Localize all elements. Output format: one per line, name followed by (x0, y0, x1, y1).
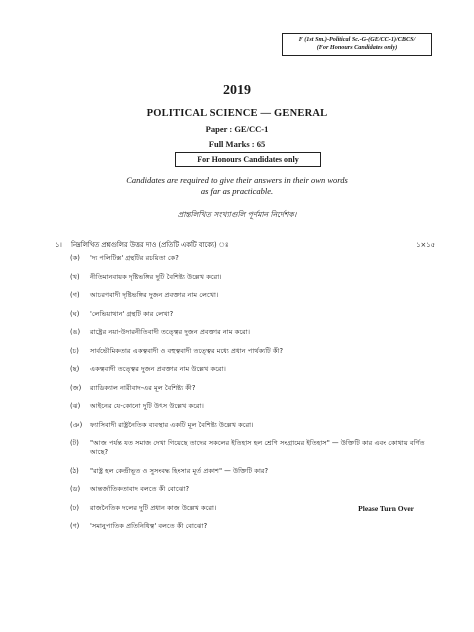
item-label: (ঢ) (70, 503, 80, 512)
course-code: F (1st Sm.)-Political Sc.-G-(GE/CC-1)/CBCS/ (298, 36, 416, 43)
question-item (70, 421, 430, 430)
question-item (70, 365, 430, 374)
item-label: (ঙ) (70, 328, 81, 336)
question-text: নিম্নলিখিত প্রশ্নগুলির উত্তর দাও (প্রতিটি একটি বাক্যে) ঃ (71, 241, 229, 249)
paper-code: Paper : GE/CC-1 (205, 124, 269, 134)
instruction-line-2: as far as practicable. (200, 186, 274, 197)
question-item (70, 328, 430, 337)
exam-year: 2019 (223, 83, 251, 98)
item-text: রাষ্ট্রের নয়া-উদারনীতিবাদী তত্ত্বের দুজন প্রবক্তার নাম করো। (90, 328, 251, 336)
question-item (70, 522, 430, 531)
question-item (70, 310, 430, 319)
course-code-box (282, 33, 432, 56)
question-item (70, 485, 430, 494)
instructions-en (0, 175, 474, 197)
item-text: নীতিমানবায়ক দৃষ্টিভঙ্গির দুটি বৈশিষ্ট্য উল্লেখ করো। (90, 272, 222, 281)
item-label: (ঝ) (70, 402, 81, 410)
question-number: ১। (55, 241, 62, 249)
item-label: (গ) (70, 291, 80, 299)
item-label: (ক) (70, 254, 80, 262)
full-marks: Full Marks : 65 (208, 139, 266, 149)
item-label: (ছ) (70, 365, 80, 373)
item-text: 'দ্য পলিটিক্স' গ্রন্থটির রচয়িতা কে? (90, 254, 179, 262)
question-item (70, 467, 430, 476)
item-label: (ণ) (70, 522, 80, 530)
item-text: 'সমানুপাতিক প্রতিনিধিত্ব' বলতে কী বোঝো? (90, 522, 208, 530)
item-label: (ট) (70, 439, 79, 447)
item-text: র‍্যাডিক্যাল নারীবাদ-এর মূল বৈশিষ্ট্য কী? (90, 383, 196, 392)
item-label: (ঠ) (70, 466, 79, 475)
item-text: আচরণবাদী দৃষ্টিভঙ্গির দুজন প্রবক্তার নাম লেখো। (90, 291, 219, 299)
item-label: (ড) (70, 485, 81, 493)
honours-only-box: For Honours Candidates only (175, 152, 321, 167)
question-item (70, 384, 430, 393)
question-item (70, 254, 430, 263)
item-label: (চ) (70, 346, 79, 355)
item-label: (জ) (70, 383, 82, 392)
question-item (70, 347, 430, 356)
instruction-bn: প্রান্তলিখিত সংখ্যাগুলি পূর্ণমান নির্দেশক। (177, 210, 297, 219)
please-turn-over: Please Turn Over (358, 504, 414, 513)
question-item (70, 291, 430, 300)
item-text: রাজনৈতিক দলের দুটি প্রধান কাজ উল্লেখ করো। (90, 503, 217, 512)
item-text: সার্বভৌমিকতার একত্ববাদী ও বহুত্ববাদী তত্ত্বের মধ্যে প্রধান পার্থক্যটি কী? (90, 346, 284, 355)
item-text: "আজ পর্যন্ত যত সমাজ দেখা গিয়েছে তাদের সকলের ইতিহাস হল শ্রেণি সংগ্রামের ইতিহাস" — উক্তিটি কার এবং কোথায় বর্ণিত আছে? (90, 439, 425, 456)
question-list (70, 254, 430, 541)
item-text: একত্ববাদী তত্ত্বের দুজন প্রবক্তার নাম উল্লেখ করো। (90, 365, 226, 373)
question-marks: ১×১৫ (416, 241, 435, 249)
item-text: "রাষ্ট্র হল কেন্দ্রীভূত ও সুসংবদ্ধ হিংসার মূর্ত প্রকাশ" — উক্তিটি কার? (90, 466, 269, 475)
item-text: ফ্যাসিবাদী রাষ্ট্রনৈতিক ব্যবস্থার একটি মূল বৈশিষ্ট্য উল্লেখ করো। (90, 420, 254, 429)
question-item (70, 402, 430, 411)
item-label: (খ) (70, 272, 80, 281)
item-label: (ঘ) (70, 309, 80, 318)
instruction-line-1: Candidates are required to give their answers in their own words (126, 175, 348, 185)
item-text: আন্তর্জাতিকতাবাদ বলতে কী বোঝো? (90, 485, 190, 493)
item-text: 'লেভিয়াথান' গ্রন্থটি কার লেখা? (90, 309, 174, 318)
question-item (70, 273, 430, 282)
item-text: আইনের যে-কোনো দুটি উৎস উল্লেখ করো। (90, 402, 204, 410)
course-note: (For Honours Candidates only) (316, 44, 398, 52)
question-item (70, 439, 430, 457)
exam-title: POLITICAL SCIENCE — GENERAL (146, 108, 328, 119)
item-label: (ঞ) (70, 420, 83, 429)
